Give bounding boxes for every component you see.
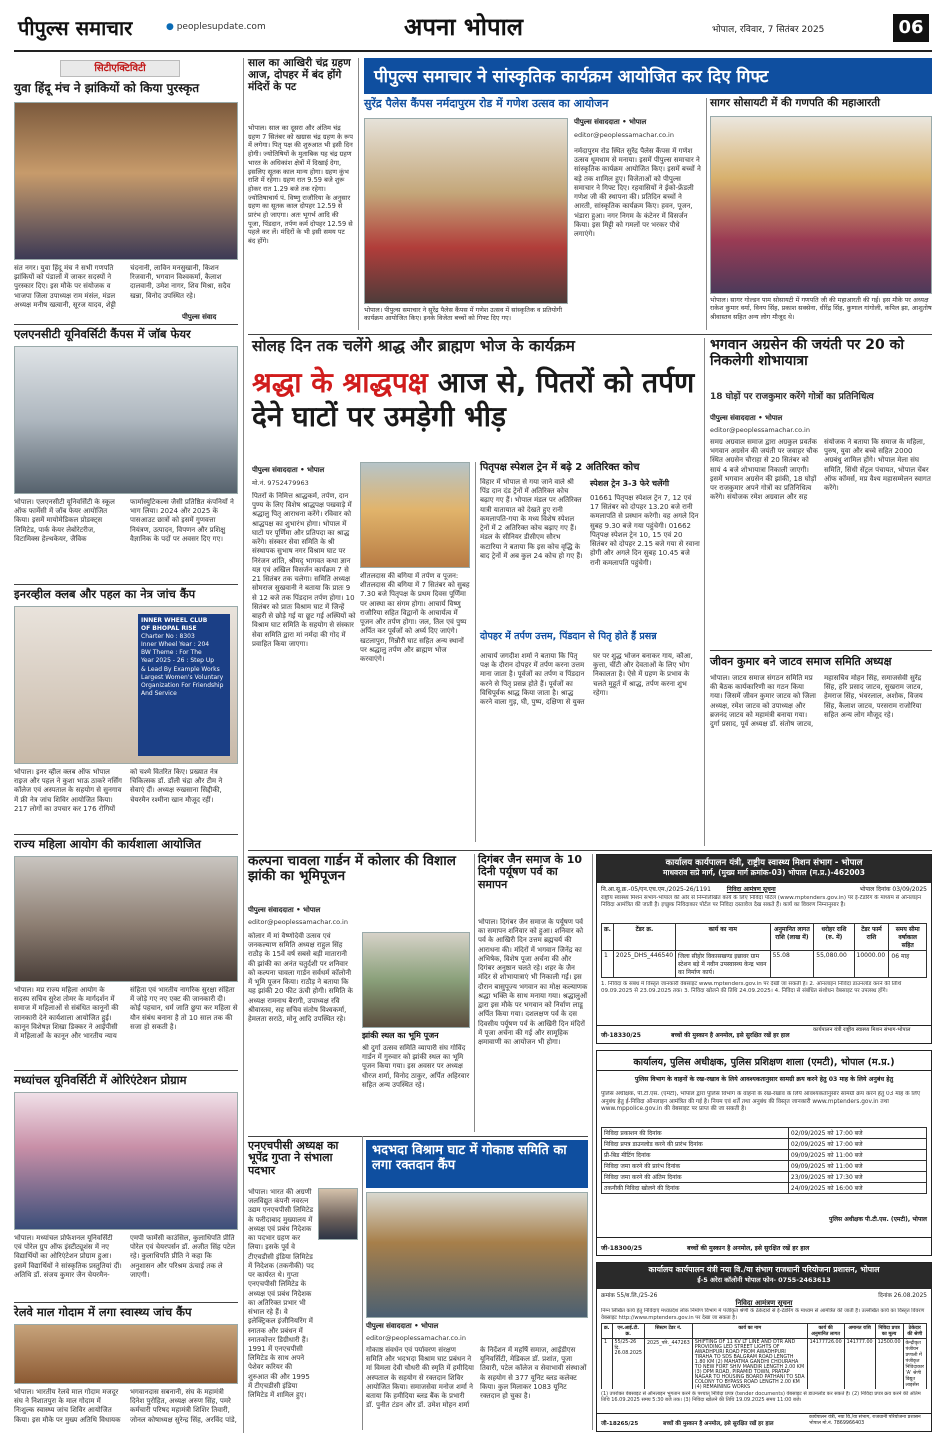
cell: तकनीकी निविदा खोलने की दिनांक (602, 1183, 789, 1194)
agrasen-headline: भगवान अग्रसेन की जयंती पर 20 को निकलेगी शोभायात्रा (710, 337, 905, 369)
cell: 141777.00 (844, 1339, 875, 1390)
cell: 1 (602, 951, 614, 978)
shraddh-photo (360, 462, 470, 568)
agrasen-email[interactable]: editor@peoplessamachar.co.in (710, 426, 810, 434)
ganesh-banner-title: पीपुल्स समाचार ने सांस्कृतिक कार्यक्रम आयोजित कर दिए गिफ्ट (374, 67, 769, 87)
kalpana-byline: पीपुल्स संवाददाता • भोपाल (248, 906, 321, 914)
table-row (602, 1172, 927, 1183)
ganesh-photo (364, 118, 568, 304)
divider (248, 334, 932, 335)
bhadbhada-photo (366, 1192, 588, 1318)
cell: 24/09/2025 को 16:00 बजे (788, 1183, 926, 1194)
tender2-table (601, 1127, 927, 1194)
train-subhead: स्पेशल ट्रेन 3-3 फेरे चलेंगी (590, 479, 670, 488)
col-header: क्र. (602, 924, 614, 951)
cell: 02/09/2025 को 17:00 बजे (788, 1139, 926, 1150)
sagar-photo (710, 116, 932, 294)
tarpan-headline: दोपहर में तर्पण उत्तम, पिंडदान से पितृ होते हैं प्रसन्न (480, 631, 657, 642)
tender1-intro: राष्ट्रीय स्वास्थ्य मिशन संभाग-भोपाल की ओर से निम्नलिखित कार्य के लिए निविदा पोर्टल (www.mptenders.gov.in) पर ई-टेंडरिंग के माध्यम से ऑनलाइन निविदा आमंत्रित की जाती है। इच्छुक निविदाकार पोर्टल पर निविदा दस्तावेज देख सकते हैं। कार्य का विवरण निम्नानुसार है। (601, 895, 922, 909)
tender3-header (597, 1263, 931, 1289)
kalpana-caption-body: श्री दुर्गा उत्सव समिति व्यापारी संघ गोविंद गार्डन में गुरुवार को झांकी स्थल का भूमि पूजन किया गया। इस अवसर पर अध्यक्ष धीरज शर्मा, विनोद ठाकुर, अर्पित अहिरवार सहित अन्य उपस्थित रहे। (362, 1044, 470, 1089)
cell: 06 माह (889, 951, 927, 978)
banner-line: OF BHOPAL RISE (141, 625, 197, 633)
cell: निविदा जमा करने की अंतिम दिनांक (602, 1172, 789, 1183)
tender1-date: भोपाल दिनांक 03/09/2025 (859, 886, 927, 893)
ganesh-email[interactable]: editor@peoplessamachar.co.in (574, 131, 674, 139)
cell: केन्द्रीकृत पंजीयन प्रणाली में पंजीकृत निविदाकार 'A' श्रेणी विद्युत लाइसेंस (903, 1339, 927, 1390)
jain-story (478, 854, 588, 1132)
masthead-logo: पीपुल्स समाचार (18, 16, 133, 40)
jatav-body: भोपाल। जाटव समाज संगठन समिति मप्र की बैठक कार्यकारिणी का गठन किया गया। जिसमें जीवन कुमार जाटव को जिला अध्यक्ष, रमेश जाटव को उपाध्यक्ष और ब्रजनंद जाटव को महामंत्री बनाया गया। दुर्गा प्रसाद, पूर्व अध्यक्ष डॉ. संतोष जाटव, महासचिव मोहन सिंह, समाजसेवी सुरेंद्र सिंह, हरि प्रसाद जाटव, सुखराम जाटव, हेमराज सिंह, भंवरलाल, अशोक, विजय सिंह, कैलाश जाटव, परसराम राजोरिया सहित अन्य लोग मौजूद रहे। (710, 674, 923, 729)
globe-icon: ● (166, 22, 177, 32)
tender3-table-wrap (601, 1323, 927, 1389)
divider (710, 650, 932, 651)
tarpan-body: आचार्य जगदीश शर्मा ने बताया कि पितृ पक्ष के दौरान दोपहर में तर्पण करना उत्तम माना जाता है। पूर्वजों का तर्पण व पिंडदान करने से पितृ प्रसन्न होते हैं। पूर्वजों का विधिपूर्वक श्राद्ध किया जाता है। श्राद्ध करने वाला गुड़, घी, पुष्प, दक्षिणा से युक्त घर पर शुद्ध भोजन बनाकर गाय, कौआ, कुत्ता, चींटी और देवताओं के लिए भोग निकालता है। ऐसे में ग्रहण के प्रभाव के चलते मुहूर्त में श्राद्ध, तर्पण करना शुभ रहेगा। (480, 652, 693, 707)
tender3-meta (601, 1291, 927, 1299)
story5-photo (14, 1092, 238, 1230)
agrasen-byline: पीपुल्स संवाददाता • भोपाल (710, 414, 783, 422)
tender2-header (597, 1051, 931, 1071)
masthead-rule (14, 50, 932, 52)
tender1-meta (601, 885, 927, 893)
column-rule (475, 462, 476, 842)
agrasen-body: समग्र अग्रवाल समाज द्वारा अग्रकुल प्रवर्तक भगवान अग्रसेन की जयंती पर जवाहर चौक स्थित अग्रसेन चौराहा से 20 सितंबर को सायं 4 बजे शोभायात्रा निकाली जाएगी। इसमें भगवान अग्रसेन की झांकी, 18 घोड़ों पर राजकुमार अपने गोत्रों का प्रतिनिधित्व करेंगे। संयोजक रमेश अग्रवाल और सह संयोजक ने बताया कि समाज के महिला, पुरुष, युवा और बच्चे सहित 2000 अग्रबंधु शामिल होंगे। भोपाल मेला संघ समिति, सिंधी सेंट्रल पंचायत, भोपाल चेंबर ऑफ कॉमर्स, मप्र वैश्य महासम्मेलन स्वागत करेंगे। (710, 438, 931, 502)
tender2-office: कार्यालय, पुलिस अधीक्षक, पुलिस प्रशिक्षण शाला (एमटी), भोपाल (म.प्र.) (633, 1057, 895, 1068)
cell: 23/09/2025 को 17:30 बजे (788, 1172, 926, 1183)
tender2-body: पुलिस अधीक्षक, पी.टी.एस. (एमटी), भोपाल द्वारा पुलिस विभाग के वाहनों के रख-रखाव के लिये आवश्यकतानुसार सामग्री क्रय करने हेतु 03 माह के लिए अनुबंध हेतु ई-निविदा ऑनलाइन आमंत्रित की गई है। नियम एवं शर्तें तथा अनुबंध की विस्तृत जानकारी www.mptenders.gov.in तथा www.mppolice.gov.in की वेबसाइट पर प्राप्त की जा सकती है। (601, 1091, 921, 1113)
tender3-slogan: बच्चों की मुस्कान है अनमोल, इसे सुरक्षित रखें हर हाल (663, 1421, 774, 1427)
bhadbhada-byline: पीपुल्स संवाददाता • भोपाल (366, 1322, 439, 1330)
cell: 55,080.00 (814, 951, 854, 978)
table-row (602, 1183, 927, 1194)
bhadbhada-email[interactable]: editor@peoplessamachar.co.in (366, 1334, 466, 1342)
jain-body: भोपाल। दिगंबर जैन समाज के पर्यूषण पर्व का समापन शनिवार को हुआ। शनिवार को पर्व के आखिरी दिन उत्तम ब्रह्मचर्य की आराधना की। मंदिरों में भगवान जिनेंद्र का अभिषेक, विशेष पूजा अर्चना की और दिगंबर अनुष्ठान चलते रहे। शहर के जैन मंदिर से शोभायात्राएं भी निकाली गईं। इस दौरान बासुपूज्य भगवान का मोक्ष कल्याणक श्रद्धा भक्ति के साथ मनाया गया। श्रद्धालुओं द्वारा इस मौके पर भगवान को निर्वाण लाडू अर्पित किया गया। दशलक्षण पर्व के दस दिवसीय पर्यूषण पर्व के आखिरी दिन मंदिरों में पूजा अर्चना की गई और सामूहिक क्षमावाणी का आयोजन भी होगा। (478, 918, 588, 1047)
divider (14, 1070, 238, 1071)
column-rule (474, 854, 475, 1132)
city-activity-tag: सिटीएक्टिविटी (60, 60, 180, 77)
table-row (602, 1339, 927, 1390)
ganesh-byline: पीपुल्स संवाददाता • भोपाल (574, 118, 647, 126)
kalpana-body: कोलार में मां वैष्णोदेवी उत्सव एवं जनकल्याण समिति अध्यक्ष राहुल सिंह राठौड़ के 15वें वर्ष सबसे बड़ी मातारानी की झांकी का अनंत चतुर्दशी पर शनिवार को कल्पना चावला गार्डन सर्वधर्म कॉलोनी में भूमि पूजन किया। राठौड़ ने बताया कि यह झांकी 20 फीट ऊंची होगी। समिति के अध्यक्ष रामनाथ बैरागी, उपाध्यक्ष रवि श्रीवास्तव, सह सचिव संतोष विश्वकर्मा, हेमलता सराठे, मोनू आदि उपस्थित रहे। (248, 932, 353, 1024)
nhpc-portrait (318, 1188, 358, 1240)
tender3-code: जी-18265/25 (601, 1421, 639, 1427)
col-header: निविदा प्रपत्र का मूल्य (875, 1324, 903, 1339)
cell: 14177726.00 (807, 1339, 844, 1390)
train-list: 01661 पितृपक्ष स्पेशल ट्रेन 7, 12 एवं 17 सितंबर को दोपहर 13.20 बजे रानी कमलापति से प्रस्थान करेगी। वह अगले दिन सुबह 9.30 बजे गया पहुंचेगी। 01662 पितृपक्ष स्पेशल ट्रेन 10, 15 एवं 20 सितंबर को दोपहर 2.15 बजे गया से रवाना होगी और अगले दिन सुबह 10.45 बजे रानी कमलापति पहुंचेगी। (590, 494, 700, 567)
divider (248, 1136, 588, 1137)
nhpc-headline: एनएचपीसी अध्यक्ष का भूपेंद्र गुप्ता ने संभाला पदभार (248, 1139, 339, 1177)
kalpana-story (248, 854, 470, 1132)
ganesh-photo-caption: भोपाल। पीपुल्स समाचार ने सुरेंद्र पैलेस कैंपस में गणेश उत्सव में सांस्कृतिक व प्रतियोगी कार्यक्रम आयोजित किए। इनके विजेता बच्चों को गिफ्ट दिए गए। (364, 306, 563, 323)
tender1-table-wrap (601, 923, 927, 978)
nhpc-body: भोपाल। भारत की अग्रणी जलविद्युत कंपनी नवरत्न उद्यम एनएचपीसी लिमिटेड के फरीदाबाद मुख्यालय में अध्यक्ष एवं प्रबंध निदेशक का पदभार ग्रहण कर लिया। इसके पूर्व वे टीएचडीसी इंडिया लिमिटेड में निदेशक (तकनीकी) पद पर कार्यरत थे। गुप्ता एनएचपीसी लिमिटेड के अध्यक्ष एवं प्रबंध निदेशक का अतिरिक्त प्रभार भी संभाल रहे हैं। वे इलेक्ट्रिकल इंजीनियरिंग में स्नातक और प्रबंधन में स्नातकोत्तर डिग्रीधारी हैं। 1991 में एनएचपीसी लिमिटेड के साथ अपने पेशेवर करियर की शुरुआत की और 1995 में टीएचडीसी इंडिया लिमिटेड में शामिल हुए। (248, 1188, 314, 1400)
tender3-ref: क्रमांक 55/ब.लि./25-26 (601, 1293, 658, 1299)
kalpana-email[interactable]: editor@peoplessamachar.co.in (248, 918, 348, 926)
tender3-notice: निविदा आमंत्रण सूचना (735, 1299, 793, 1307)
table-row (602, 951, 927, 978)
tender3-notes: (1) उपरोक्त वेबसाइट से ऑनलाइन भुगतान करने के पश्चात् निविदा प्रपत्र (tender documents) वेबसाइट से डाउनलोड कर सकते हैं। (2) निविदा प्रपत्र क्रय करने की अंतिम तिथि 16.09.2025 समय 5:30 बजे तक। (3) निविदा खोलने की तिथि 19.09.2025 समय 11:00 बजे। (601, 1391, 921, 1404)
col-header: अनुमानित लागत राशि (लाख में) (770, 924, 814, 951)
story6-body: भोपाल। भारतीय रेलवे माल गोदाम मजदूर संघ ने निशातपुरा के माल गोदाम में निःशुल्क स्वास्थ्य जांच शिविर आयोजित किया। इस मौके पर मुख्य अतिथि विधायक भगवानदास सबनानी, संघ के महामंत्री दिनेश पुरोहित, अध्यक्ष अरुण सिंह, पमरे कर्मचारी परिषद महामंत्री शिशिर तिवारी, जोनल कोषाध्यक्ष सुरेन्द्र सिंह, अरविंद पांडे, (14, 1388, 237, 1424)
kalpana-headline: कल्पना चावला गार्डन में कोलार की विशाल झांकी का भूमिपूजन (248, 853, 456, 885)
col-header: समय सीमा वर्षाकाल सहित (889, 924, 927, 951)
tender3-ad (596, 1262, 932, 1432)
story3-body: भोपाल। इनर व्हील क्लब ऑफ भोपाल राइज और पहल ने कुशा भाऊ ठाकरे नर्सिंग कॉलेज एवं अस्पताल के सहयोग से सुनगाव में फ्री नेत्र जांच शिविर आयोजित किया। 217 लोगों का उपचार कर 176 रोगियों को चश्मे वितरित किए। प्रख्यात नेत्र चिकित्सक डॉ. डॉली चंद्रा और टीम ने सेवाएं दीं। अध्यक्ष रुखसाना सिद्दीकी, चेयरमैन रश्मीना खान मौजूद रहीं। (14, 768, 223, 813)
cell: 1 (602, 1339, 613, 1390)
tender2-sign: पुलिस अधीक्षक पी.टी.एस. (एमटी), भोपाल (829, 1216, 927, 1223)
tender3-intro: निम्न लिखित कार्य हेतु निविदाएं मध्यप्रदेश लोक निर्माण विभाग में पंजीकृत श्रेणी के ठेकेदारों से ई-टेंडरिंग के माध्यम से आमंत्रित की जाती है। उल्लेखित कार्य का विस्तृत विवरण वेबसाइट http://www.mptenders.gov.in पर देखा जा सकता है। (601, 1308, 925, 1321)
shraddh-headline (252, 366, 700, 433)
banner-line: & Lead By Example Works (141, 665, 220, 673)
sagar-caption: भोपाल। सागर गोल्डन पाम सोसायटी में गणपति जी की महाआरती की गई। इस मौके पर अध्यक्ष राकेश कुमार वर्मा, विनय सिंह, प्रकाश सक्सेना, धीरेंद्र सिंह, कुणाल गांगोली, कपिल झा, आशुतोष श्रीवास्तव सहित अन्य लोग मौजूद थे। (710, 296, 932, 321)
tender1-header (597, 855, 931, 883)
table-header (602, 1324, 927, 1339)
tender3-address: ई-5 अरेरा कॉलोनी भोपाल फोन- 0755-2463613 (697, 1276, 831, 1284)
website-link[interactable]: ● peoplesupdate.com (166, 22, 266, 32)
cell: 55.08 (770, 951, 814, 978)
tender3-sign: कार्यपालन यंत्री, नया वि./या संभाग, राजधानी परियोजना प्रशासन भोपाल मो.नं. 7869966403 (809, 1415, 921, 1426)
story2-headline: एलएनसीटी यूनिवर्सिटी कैंपस में जॉब फेयर (14, 327, 191, 341)
story5-body: भोपाल। मध्यांचल प्रोफेशनल यूनिवर्सिटी एवं पोरेल ग्रुप ऑफ इंस्टीट्यूशंस में नए विद्यार्थियों का ओरिएंटेशन प्रोग्राम हुआ। इसमें विद्यार्थियों ने सांस्कृतिक प्रस्तुतियां दीं। अतिथि डॉ. संजय कुमार जैन चेयरमैन-एमपी फार्मेसी काउंसिल, कुलाधिपति प्रीति पोरेल एवं चेयरपर्सन डॉ. अजीत सिंह पटेल रहे। कुलाधिपति प्रीति ने कहा कि अनुशासन और परिश्रम ऊंचाई तक ले जाएगी। (14, 1234, 236, 1279)
col-header: टेंडर फार्म राशि (854, 924, 889, 951)
banner-line: Year 2025 - 26 : Step Up (141, 657, 215, 665)
cell: निविदा प्रकाशन की दिनांक (602, 1128, 789, 1139)
col-header: टेंडर क्र. (613, 924, 675, 951)
shraddh-headline-rest: आज से, पितरों को तर्पण देने घाटों पर उमड़ेगी भीड़ (252, 366, 695, 433)
cell: 09/09/2025 को 11:00 बजे (788, 1161, 926, 1172)
story1-tag: पीपुल्स संवाद (182, 313, 217, 321)
col-header: अमानत राशि (844, 1324, 875, 1339)
story4-photo (14, 856, 238, 982)
grahan-body: भोपाल। साल का दूसरा और अंतिम चंद्र ग्रहण 7 सितंबर को खग्रास चंद्र ग्रहण के रूप में लगेगा। पितृ पक्ष की शुरुआत भी इसी दिन होगी। ज्योतिषियों के मुताबिक यह चंद्र ग्रहण भारत के अधिकांश क्षेत्रों में दिखाई देगा, इसलिए सूतक काल मान्य होगा। ग्रहण कुंभ राशि में रहेगा। ग्रहण रात 9.59 बजे शुरू होकर रात 1.29 बजे तक रहेगा। ज्योतिषाचार्य पं. विष्णु राजौरिया के अनुसार ग्रहण का सूतक काल दोपहर 12.59 से प्रारंभ हो जाएगा। अतः भूगर्भ आदि की पूजा, पिंडदान, तर्पण कर्म दोपहर 12.59 से पहले कर लें। मंदिरों के भी इसी समय पट बंद होंगे। (248, 124, 353, 246)
tender3-date: दिनांक 26.08.2025 (878, 1293, 927, 1299)
jatav-headline: जीवन कुमार बने जाटव समाज समिति अध्यक्ष (710, 655, 892, 668)
col-header: सिस्टम टेंडर नं. (644, 1324, 692, 1339)
agrasen-story (710, 338, 932, 846)
ganesh-subhead: सुरेंद्र पैलेस कैंपस नर्मदापुरम रोड में गणेश उत्सव का आयोजन (364, 97, 609, 110)
cell: प्री-बिड मीटिंग दिनांक (602, 1150, 789, 1161)
grahan-story (248, 58, 353, 330)
tender2-ad (596, 1050, 932, 1256)
tender1-table (601, 923, 927, 978)
tender3-table (601, 1323, 927, 1389)
column-rule (704, 338, 705, 846)
shraddh-headline-red: श्रद्धा के श्राद्धपक्ष (252, 366, 428, 399)
bhadbhada-body: गोकाष्ठ संवर्धन एवं पर्यावरण संरक्षण समिति और भदभदा विश्राम घाट प्रबंधन ने मां विमला देवी चौधरी की स्मृति में हमीदिया अस्पताल के सहयोग से रक्तदान शिविर आयोजित किया। समाजसेवा मनोज शर्मा ने बताया कि हमीदिया ब्लड बैंक के प्रभारी डॉ. पुनीत टंडन और डॉ. उमेश मोहन शर्मा के निर्देशन में महर्षि समाज, आईडीएस यूनिवर्सिटी, मेडिकल डॉ. प्रशांत, पूजा तिवारी, पटेल कॉलेज व सेवाभावी संस्थाओं के सहयोग से 377 यूनिट ब्लड कलेक्ट किया। कुल मिलाकर 1083 यूनिट रक्तदान हो चुका है। (366, 1346, 587, 1410)
story4-body: भोपाल। मप्र राज्य महिला आयोग के सदस्य सचिव सुरेश तोमर के मार्गदर्शन में समाज में महिलाओं से संबंधित कानूनों की जानकारी देने कार्यशाला आयोजित हुई। कानून विशेषज्ञ शिखा डिक्कर ने आईपीसी में महिलाओं के कानून और भारतीय न्याय संहिता एवं भारतीय नागरिक सुरक्षा संहिता में जोड़े गए नए एक्ट की जानकारी दी। कोई पहचान, धर्म जाति छुपा कर महिला से यौन संबंध बनाना है तो 10 साल तक की सजा हो सकती है। (14, 986, 238, 1041)
cell: 2025_परि._447263 (644, 1339, 692, 1390)
divider (14, 834, 238, 835)
story1-body: संत नगर। युवा हिंदू मंच ने सभी गणपति झांकियों को पंडालों में जाकर सदस्यों ने पुरस्कार दिए। इस मौके पर संयोजक व भाजपा जिला उपाध्यक्ष राम मंसंल, मंडल अध्यक्ष मनीष खत्वानी, सूरज यादव, शेट्टी चंदनानी, लाविन मनसुखानी, किशन रिजवानी, भगवान विश्वकर्मा, कैलाश दालवानी, उमेश नागर, शिव मिश्रा, सदैव खन्ना, विनोद उपस्थित रहे। (14, 264, 231, 309)
tender2-footer (597, 1237, 931, 1255)
tender2-notice: पुलिस विभाग के वाहनों के रख-रखाव के लिये आवश्यकतानुसार सामग्री क्रय करने हेतु 03 माह के लिये अनुबंध हेतु (634, 1076, 894, 1083)
col-header: कार्य की अनुमानित लागत (807, 1324, 844, 1339)
train-headline: पितृपक्ष स्पेशल ट्रेन में बढ़े 2 अतिरिक्त कोच (480, 462, 640, 473)
column-rule (358, 58, 359, 330)
column-rule (243, 58, 244, 1433)
banner-line: INNER WHEEL CLUB (141, 617, 208, 624)
table-row (602, 1139, 927, 1150)
cell: जिला सीहोर विकासखण्ड इछावर ग्राम स्टेशन बड़े में नवीन उपस्वास्थ्य केन्द्र भवन का निर्माण कार्य। (676, 951, 771, 978)
dateline: भोपाल, रविवार, 7 सितंबर 2025 (712, 25, 825, 35)
tender1-ad (596, 854, 932, 1044)
column-rule (592, 854, 593, 1430)
tender1-notice: निविदा आमंत्रण सूचना (726, 886, 776, 893)
story4-headline: राज्य महिला आयोग की कार्यशाला आयोजित (14, 837, 201, 851)
shraddh-photo-caption: शीतलदास की बगिया में तर्पण व पूजन: शीतलदास की बगिया में 7 सितंबर को सुबह 7.30 बजे पितृपक्ष के प्रथम दिवस पूर्णिमा पर आस्था का संगम होगा। आचार्य विष्णु राजौरिया सहित विद्वानों के आचार्यत्व में पूजन और तर्पण होगा। जल, तिल एवं पुष्प अर्पित कर पूर्वजों को अर्घ्य दिए जाएंगे। खटलापुरा, गिन्नौरी घाट सहित अन्य स्थानों पर श्रद्धालु तर्पण और ब्राह्मण भोज करवाएंगे। (360, 572, 470, 664)
tender1-ref: नि.आ.सू.क्र.-05/एन.एच.एम./2025-26/1191 (601, 886, 711, 893)
banner-line: Charter No : 8303 (141, 633, 195, 641)
tender2-code: जी-18300/25 (601, 1245, 643, 1252)
tender1-footer (597, 1025, 931, 1043)
tender1-code: जी-18330/25 (601, 1032, 641, 1039)
story5-headline: मध्यांचल यूनिवर्सिटी में ओरिएंटेशन प्रोग्राम (14, 1073, 187, 1087)
tender1-office: कार्यालय कार्यपालन यंत्री, राष्ट्रीय स्वास्थ्य मिशन संभाग - भोपाल (665, 858, 863, 868)
tender3-footer (597, 1413, 931, 1431)
kalpana-photo-caption: झांकी स्थल का भूमि पूजन (362, 1031, 439, 1040)
table-row (602, 1150, 927, 1161)
shraddh-mobile: मो.नं. 9752479963 (252, 479, 309, 487)
col-header: ठेकेदार की श्रेणी (903, 1324, 927, 1339)
section-title: अपना भोपाल (404, 13, 524, 41)
tender1-notes: 1. निविदा के संबंध में विस्तृत जानकारी वेबसाइट www.mptenders.gov.in पर देखी जा सकती है। 2. ऑनलाइन निविदा डाउनलोड करने की तिथि 09.09.2025 से 23.09.2025 तक। 3. निविदा खोलने की तिथि 24.09.2025। 4. निविदा से संबंधित संशोधन वेबसाइट पर उपलब्ध होंगे। (601, 981, 902, 995)
tender1-sign: कार्यपालन यंत्री राष्ट्रीय स्वास्थ्य मिशन संभाग-भोपाल (813, 1027, 911, 1033)
column-rule (706, 98, 707, 330)
divider (14, 584, 238, 585)
banner-line: Largest Women's Voluntary (141, 673, 224, 681)
ganesh-body: नर्मदापुरम रोड स्थित सुरेंद्र पैलेस कैंपस में गणेश उत्सव धूमधाम से मनाया। इसमें पीपुल्स समाचार ने सांस्कृतिक कार्यक्रम आयोजित किए। इसमें बच्चों ने बड़े तक शामिल हुए। विजेताओं को पीपुल्स समाचार ने गिफ्ट दिए। रहवासियों ने ईको-फ्रेंडली गणेश जी की स्थापना की। प्रतिदिन बच्चों ने आरती, सांस्कृतिक कार्यक्रम किए। हवन, पूजन, भंडारा हुआ। नगर निगम के कंटेनर में विसर्जन किया। इस मिट्टी को गमलों पर भरकर पौधे लगाएंगे। (574, 147, 701, 239)
grahan-headline: साल का आखिरी चंद्र ग्रहण आज, दोपहर में बंद होंगे मंदिरों के पट (248, 57, 351, 93)
tender3-office: कार्यालय कार्यपालन यंत्री नया वि./या संभाग राजधानी परियोजना प्रशासन, भोपाल (648, 1265, 880, 1274)
cell: 55/25-26 दि. 26.08.2025 (612, 1339, 644, 1390)
train-body: विहार में भोपाल से गया जाने वाले श्री पिंड दान दंड ट्रेनों में अतिरिक्त कोच बढ़ाए गए हैं। भोपाल मंडल पर अतिरिक्त यात्री यातायात को देखते हुए रानी कमलापति-गया के मध्य विशेष स्पेशल ट्रेनों में 2 अतिरिक्त कोच बढ़ाए गए हैं। मंडल के सीनियर डीसीएम सौरभ कटारिया ने बताया कि इस कोच वृद्धि के बाद ट्रेनों में अब कुल 24 कोच हो गए हैं। (480, 478, 583, 560)
cell: 02/09/2025 को 17:00 बजे (788, 1128, 926, 1139)
cell: 10000.00 (854, 951, 889, 978)
table-header (602, 924, 927, 951)
table-row (602, 1161, 927, 1172)
col-header: कार्य का नाम (676, 924, 771, 951)
cell: 2025_DHS_446540 (613, 951, 675, 978)
story6-photo (14, 1324, 238, 1384)
divider (248, 850, 932, 851)
story1-photo (14, 102, 238, 260)
divider (14, 324, 238, 325)
col-header: धरोहर राशि (रु. में) (814, 924, 854, 951)
banner-line: And Service (141, 689, 177, 697)
cell: 09/09/2025 को 11:00 बजे (788, 1150, 926, 1161)
cell: निविदा प्रपत्र डाउनलोड करने की प्रारंभ दिनांक (602, 1139, 789, 1150)
agrasen-subhead: 18 घोड़ों पर राजकुमार करेंगे गोत्रों का प्रतिनिधित्व (710, 392, 874, 402)
column-rule (362, 1136, 363, 1430)
story3-headline: इनरव्हील क्लब और पहल का नेत्र जांच कैंप (14, 587, 196, 601)
left-column (14, 58, 238, 1433)
banner-line: Inner Wheel Year : 204 (141, 641, 210, 649)
cell: निविदा जमा करने की प्रारंभ दिनांक (602, 1161, 789, 1172)
tender2-table-wrap (601, 1127, 927, 1194)
story2-body: भोपाल। एलएनसीटी यूनिवर्सिटी के स्कूल ऑफ फार्मेसी में जॉब फेयर आयोजित किया। इसमें मायोमेडिकल प्रोडक्ट्स लिमिटेड, पार्क केयर लेबोरेटरीज, विटामिक्स हेल्थकेयर, जैविक फार्मास्युटिकल्स जैसी प्रतिष्ठित कंपनियों ने भाग लिया। 2024 और 2025 के पासआउट छात्रों को इसमें गुणवत्ता नियंत्रण, उत्पादन, विपणन और प्रशिक्षु वैज्ञानिक के पदों पर अवसर दिए गए। (14, 498, 234, 543)
shraddh-story (248, 336, 700, 846)
cell: 12500.00 (875, 1339, 903, 1390)
story6-headline: रेलवे माल गोदाम में लगा स्वास्थ्य जांच कैंप (14, 1305, 192, 1319)
col-header: कार्य का नाम (692, 1324, 807, 1339)
bhadbhada-headline: भदभदा विश्राम घाट में गोकाष्ठ समिति का लगा रक्तदान कैंप (366, 1140, 588, 1188)
tender2-slogan: बच्चों की मुस्कान है अनमोल, इसे सुरक्षित रखें हर हाल (687, 1245, 810, 1252)
story3-banner (138, 614, 230, 756)
sagar-headline: सागर सोसायटी में की गणपति की महाआरती (710, 97, 881, 109)
page-number: 06 (893, 14, 929, 42)
story1-headline: युवा हिंदू मंच ने झांकियों को किया पुरस्कृत (14, 81, 200, 95)
cell: SHIFTING OF 11 KV LT LINE AND DTR AND PROVIDING LED STREET LIGHTS OF AWADHPURI ROAD FROM AWADHPURI TIRAHA TO SDS BALGRAM ROAD LENGTH 1.80 KM (2) MAHATMA GANDHI CHOURAHA TO NEW FORT SHIV MANDIR LENGTH 2.00 KM (3) DPM ROAD, PIRAMID TOWN, PRATAP NAGAR TO HOUSING BOARD PATHANI TO SDA COLONY TO BYPASS ROAD LENGTH 2.00 KM (4) REMAINING WORKS (692, 1339, 807, 1390)
kalpana-photo (362, 932, 470, 1028)
shraddh-byline: पीपुल्स संवाददाता • भोपाल (252, 466, 325, 474)
col-header: एन.आई.टी. क्र. (612, 1324, 644, 1339)
tender1-slogan: बच्चों की मुस्कान है अनमोल, इसे सुरक्षित रखें हर हाल (671, 1032, 790, 1039)
shraddh-kicker: सोलह दिन तक चलेंगे श्राद्ध और ब्राह्मण भोज के कार्यक्रम (252, 337, 575, 355)
bhadbhada-story (366, 1140, 588, 1430)
ganesh-banner (364, 58, 932, 94)
banner-line: BW Theme : For The (141, 649, 202, 657)
divider (14, 1302, 238, 1303)
jain-headline: दिगंबर जैन समाज के 10 दिनी पर्यूषण पर्व का समापन (478, 853, 583, 891)
shraddh-body: पितरों के निमित्त श्राद्धकर्म, तर्पण, दान पुण्य के लिए विशेष श्राद्धपक्ष पखवाड़े में श्रद्धालु पितृ आराधना करेंगे। रविवार को श्राद्धपक्ष का शुभारंभ होगा। भोपाल में घाटों पर पूर्णिमा और प्रतिपदा का श्राद्ध करेंगे। संस्कार सेवा समिति के श्री संस्थापक सुभाष नगर विश्राम घाट पर निरंजन शांति, श्रीमद् भागवत कथा ज्ञान यज्ञ एवं अखिल विसर्जन कार्यक्रम 7 से 21 सितंबर तक चलेगा। समिति अध्यक्ष सोमराज सुखवानी ने बताया कि प्रातः 9 से 12 बजे तक पिंडदान तर्पण होगा। 10 सितंबर को प्रातः विश्राम घाट में जिन्हें बाहरी से छोड़े गई या छूट गई अस्थियों को विश्राम घाट समिति के सहयोग से संस्कार सेवा समिति द्वारा मां नर्मदा की गोद में प्रवाहित किया जाएगा। (252, 492, 356, 648)
nhpc-story (248, 1136, 358, 1430)
masthead (0, 0, 945, 52)
ganesh-text (574, 118, 702, 330)
tender1-address: माधवराव सप्रे मार्ग, (मुख्य मार्ग क्रमांक-03) भोपाल (म.प्र.)-462003 (663, 868, 865, 877)
story2-photo (14, 346, 238, 494)
col-header: क्र. (602, 1324, 613, 1339)
table-row (602, 1128, 927, 1139)
banner-line: Organization For Friendship (141, 681, 224, 689)
